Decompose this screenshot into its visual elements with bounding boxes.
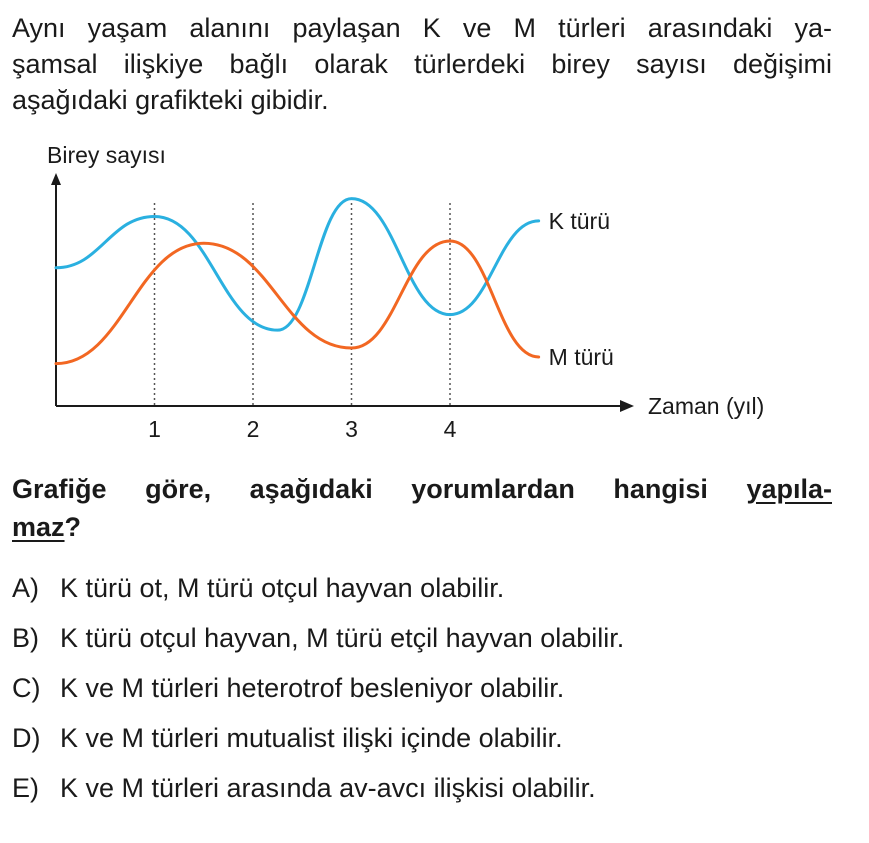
series-line-0 <box>56 199 539 331</box>
x-tick-label: 2 <box>246 416 260 442</box>
y-axis-label: Birey sayısı <box>47 142 166 168</box>
intro-line-2: şamsal ilişkiye bağlı olarak türlerdeki birey sayısı değişimi <box>12 49 832 79</box>
option-c[interactable] <box>12 668 832 718</box>
series-line-1 <box>56 241 539 364</box>
option-e-letter: E) <box>12 773 39 803</box>
question-prompt <box>12 470 832 546</box>
option-c-letter: C) <box>12 673 41 703</box>
series-label-1: M türü <box>548 343 614 370</box>
x-tick-label: 1 <box>148 416 161 442</box>
option-a-letter: A) <box>12 573 39 603</box>
x-tick-label: 3 <box>345 416 358 442</box>
question-prefix: Grafiğe göre, aşağıdaki yorumlardan hangisi <box>12 474 747 504</box>
option-d-text: K ve M türleri mutualist ilişki içinde olabilir. <box>60 723 563 753</box>
question-intro <box>12 10 832 118</box>
intro-line-3: aşağıdaki grafikteki gibidir. <box>12 85 329 115</box>
question-line-1 <box>12 470 832 508</box>
option-a[interactable] <box>12 568 832 618</box>
population-chart <box>0 135 869 450</box>
option-e[interactable] <box>12 768 832 818</box>
question-underlined-part-2: maz <box>12 512 65 542</box>
x-tick-label: 4 <box>443 416 457 442</box>
question-suffix: ? <box>64 512 82 542</box>
option-d[interactable] <box>12 718 832 768</box>
option-d-letter: D) <box>12 723 41 753</box>
x-axis-arrow <box>620 400 634 412</box>
series-lines <box>56 199 539 364</box>
option-a-text: K türü ot, M türü otçul hayvan olabilir. <box>60 573 505 603</box>
option-b[interactable] <box>12 618 832 668</box>
option-b-text: K türü otçul hayvan, M türü etçil hayvan olabilir. <box>60 623 625 653</box>
x-tick-labels <box>148 416 457 442</box>
option-e-text: K ve M türleri arasında av-avcı ilişkisi olabilir. <box>60 773 596 803</box>
x-axis-label: Zaman (yıl) <box>648 393 765 419</box>
question-line-2 <box>12 508 832 546</box>
answer-options <box>12 568 832 818</box>
option-b-letter: B) <box>12 623 39 653</box>
option-c-text: K ve M türleri heterotrof besleniyor olabilir. <box>60 673 565 703</box>
series-labels <box>549 208 614 370</box>
y-axis-arrow <box>51 173 61 185</box>
question-underlined-part-1: yapıla- <box>746 474 832 504</box>
series-label-0: K türü <box>548 207 611 234</box>
intro-line-1: Aynı yaşam alanını paylaşan K ve M türleri arasındaki ya- <box>12 13 832 43</box>
